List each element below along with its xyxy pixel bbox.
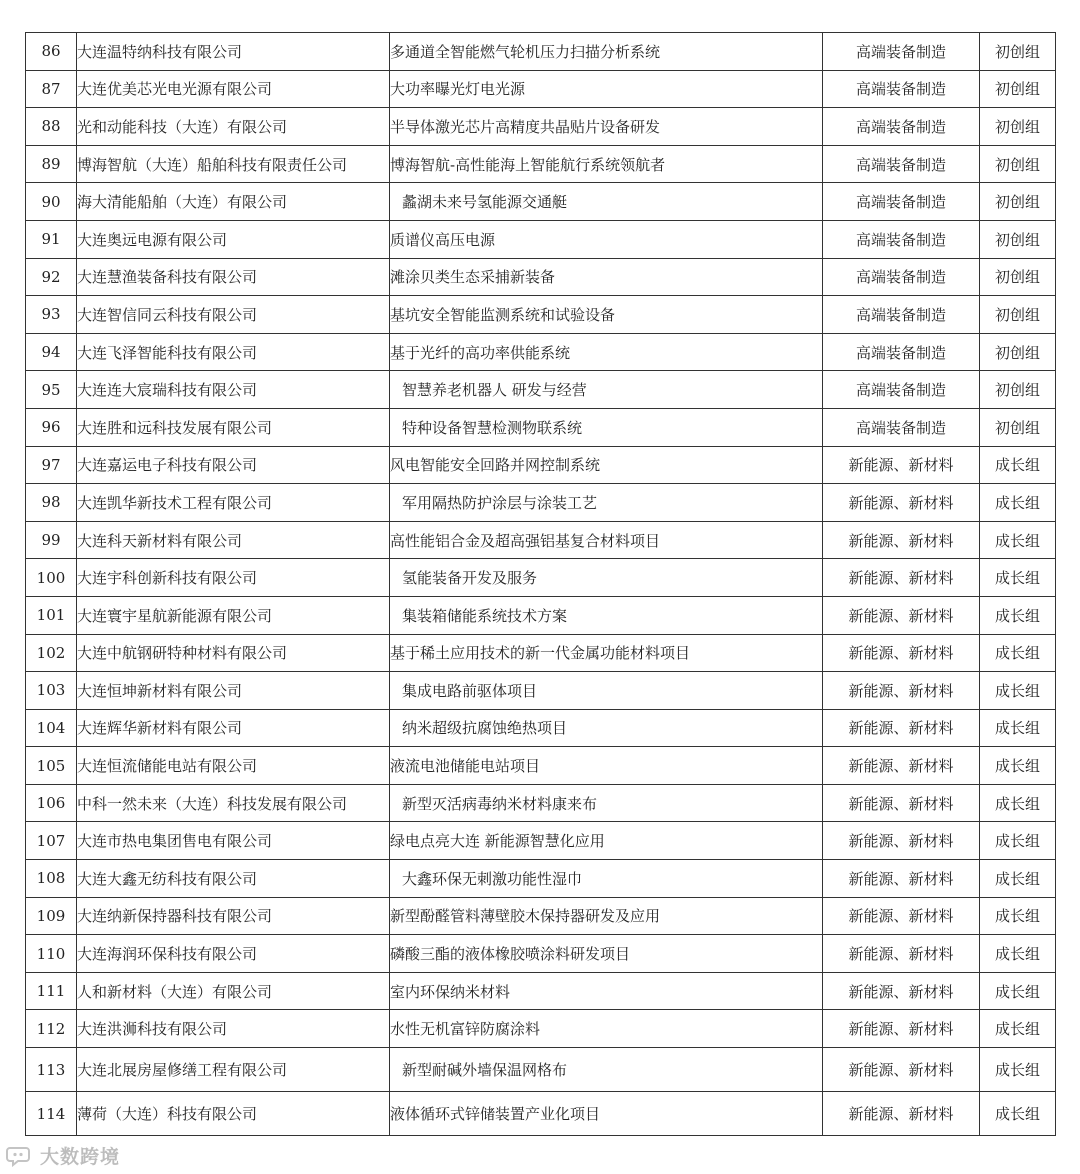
company-name: 大连大鑫无纺科技有限公司	[77, 860, 390, 898]
industry-field: 新能源、新材料	[823, 1010, 980, 1048]
table-row	[26, 559, 1056, 597]
project-name: 蠡湖未来号氢能源交通艇	[390, 183, 823, 221]
company-name: 大连辉华新材料有限公司	[77, 709, 390, 747]
project-name: 室内环保纳米材料	[390, 972, 823, 1010]
row-number: 90	[26, 183, 77, 221]
company-name: 大连凯华新技术工程有限公司	[77, 484, 390, 522]
row-number: 99	[26, 521, 77, 559]
row-number: 107	[26, 822, 77, 860]
group-category: 成长组	[980, 972, 1056, 1010]
company-name: 大连飞泽智能科技有限公司	[77, 333, 390, 371]
row-number: 93	[26, 296, 77, 334]
project-name: 博海智航-高性能海上智能航行系统领航者	[390, 145, 823, 183]
table-row	[26, 709, 1056, 747]
company-name: 大连嘉运电子科技有限公司	[77, 446, 390, 484]
project-name: 绿电点亮大连 新能源智慧化应用	[390, 822, 823, 860]
industry-field: 新能源、新材料	[823, 634, 980, 672]
table-row	[26, 371, 1056, 409]
table-row	[26, 596, 1056, 634]
project-name: 新型灭活病毒纳米材料康来布	[390, 784, 823, 822]
table-row	[26, 860, 1056, 898]
table-row	[26, 822, 1056, 860]
table-row	[26, 935, 1056, 973]
group-category: 成长组	[980, 446, 1056, 484]
table-row	[26, 446, 1056, 484]
group-category: 成长组	[980, 747, 1056, 785]
industry-field: 新能源、新材料	[823, 822, 980, 860]
table-row	[26, 70, 1056, 108]
row-number: 96	[26, 408, 77, 446]
industry-field: 高端装备制造	[823, 408, 980, 446]
industry-field: 新能源、新材料	[823, 935, 980, 973]
group-category: 成长组	[980, 860, 1056, 898]
project-name: 新型酚醛管料薄壁胶木保持器研发及应用	[390, 897, 823, 935]
industry-field: 新能源、新材料	[823, 897, 980, 935]
row-number: 112	[26, 1010, 77, 1048]
industry-field: 新能源、新材料	[823, 596, 980, 634]
table-row	[26, 1048, 1056, 1092]
company-name: 大连慧渔装备科技有限公司	[77, 258, 390, 296]
project-name: 基于稀土应用技术的新一代金属功能材料项目	[390, 634, 823, 672]
group-category: 成长组	[980, 521, 1056, 559]
industry-field: 新能源、新材料	[823, 860, 980, 898]
watermark-text: 大数跨境	[40, 1146, 121, 1168]
company-name: 大连智信同云科技有限公司	[77, 296, 390, 334]
group-category: 成长组	[980, 559, 1056, 597]
group-category: 成长组	[980, 1048, 1056, 1092]
project-name: 高性能铝合金及超高强铝基复合材料项目	[390, 521, 823, 559]
table-row	[26, 258, 1056, 296]
row-number: 108	[26, 860, 77, 898]
row-number: 106	[26, 784, 77, 822]
project-name: 风电智能安全回路并网控制系统	[390, 446, 823, 484]
company-name: 大连寰宇星航新能源有限公司	[77, 596, 390, 634]
industry-field: 新能源、新材料	[823, 1092, 980, 1136]
row-number: 109	[26, 897, 77, 935]
group-category: 成长组	[980, 596, 1056, 634]
project-name: 滩涂贝类生态采捕新装备	[390, 258, 823, 296]
project-name: 新型耐碱外墙保温网格布	[390, 1048, 823, 1092]
industry-field: 新能源、新材料	[823, 972, 980, 1010]
row-number: 97	[26, 446, 77, 484]
company-name: 博海智航（大连）船舶科技有限责任公司	[77, 145, 390, 183]
project-name: 氢能装备开发及服务	[390, 559, 823, 597]
row-number: 114	[26, 1092, 77, 1136]
row-number: 102	[26, 634, 77, 672]
company-name: 大连北展房屋修缮工程有限公司	[77, 1048, 390, 1092]
industry-field: 新能源、新材料	[823, 559, 980, 597]
table-row	[26, 897, 1056, 935]
industry-field: 新能源、新材料	[823, 672, 980, 710]
table-row	[26, 484, 1056, 522]
table-row	[26, 108, 1056, 146]
company-name: 大连中航钢研特种材料有限公司	[77, 634, 390, 672]
row-number: 104	[26, 709, 77, 747]
industry-field: 高端装备制造	[823, 108, 980, 146]
company-name: 中科一然未来（大连）科技发展有限公司	[77, 784, 390, 822]
industry-field: 新能源、新材料	[823, 521, 980, 559]
project-name: 液体循环式锌储装置产业化项目	[390, 1092, 823, 1136]
table-row	[26, 1092, 1056, 1136]
group-category: 成长组	[980, 822, 1056, 860]
table-row	[26, 145, 1056, 183]
company-name: 大连胜和远科技发展有限公司	[77, 408, 390, 446]
group-category: 初创组	[980, 70, 1056, 108]
row-number: 111	[26, 972, 77, 1010]
company-name: 大连恒流储能电站有限公司	[77, 747, 390, 785]
table-row	[26, 1010, 1056, 1048]
table-row	[26, 784, 1056, 822]
table-row	[26, 408, 1056, 446]
group-category: 初创组	[980, 371, 1056, 409]
row-number: 92	[26, 258, 77, 296]
roster-body	[26, 33, 1056, 1136]
row-number: 88	[26, 108, 77, 146]
company-name: 光和动能科技（大连）有限公司	[77, 108, 390, 146]
group-category: 成长组	[980, 897, 1056, 935]
row-number: 94	[26, 333, 77, 371]
company-name: 大连恒坤新材料有限公司	[77, 672, 390, 710]
industry-field: 新能源、新材料	[823, 747, 980, 785]
industry-field: 高端装备制造	[823, 70, 980, 108]
project-name: 液流电池储能电站项目	[390, 747, 823, 785]
project-name: 质谱仪高压电源	[390, 220, 823, 258]
group-category: 初创组	[980, 183, 1056, 221]
company-name: 海大清能船舶（大连）有限公司	[77, 183, 390, 221]
project-name: 军用隔热防护涂层与涂装工艺	[390, 484, 823, 522]
company-name: 大连连大宸瑞科技有限公司	[77, 371, 390, 409]
row-number: 113	[26, 1048, 77, 1092]
project-name: 集装箱储能系统技术方案	[390, 596, 823, 634]
group-category: 初创组	[980, 333, 1056, 371]
group-category: 成长组	[980, 484, 1056, 522]
project-name: 特种设备智慧检测物联系统	[390, 408, 823, 446]
row-number: 110	[26, 935, 77, 973]
row-number: 89	[26, 145, 77, 183]
industry-field: 高端装备制造	[823, 220, 980, 258]
project-name: 基坑安全智能监测系统和试验设备	[390, 296, 823, 334]
company-name: 薄荷（大连）科技有限公司	[77, 1092, 390, 1136]
industry-field: 新能源、新材料	[823, 784, 980, 822]
company-roster-table	[25, 32, 1056, 1136]
industry-field: 新能源、新材料	[823, 1048, 980, 1092]
project-name: 大鑫环保无刺激功能性湿巾	[390, 860, 823, 898]
project-name: 基于光纤的高功率供能系统	[390, 333, 823, 371]
industry-field: 高端装备制造	[823, 33, 980, 71]
group-category: 成长组	[980, 1010, 1056, 1048]
group-category: 初创组	[980, 108, 1056, 146]
project-name: 多通道全智能燃气轮机压力扫描分析系统	[390, 33, 823, 71]
group-category: 成长组	[980, 634, 1056, 672]
project-name: 集成电路前驱体项目	[390, 672, 823, 710]
table-row	[26, 634, 1056, 672]
table-row	[26, 672, 1056, 710]
watermark	[6, 1142, 120, 1169]
chat-bubble-logo-icon	[6, 1145, 34, 1167]
project-name: 智慧养老机器人 研发与经营	[390, 371, 823, 409]
project-name: 水性无机富锌防腐涂料	[390, 1010, 823, 1048]
industry-field: 高端装备制造	[823, 145, 980, 183]
industry-field: 高端装备制造	[823, 333, 980, 371]
row-number: 91	[26, 220, 77, 258]
industry-field: 高端装备制造	[823, 296, 980, 334]
table-row	[26, 747, 1056, 785]
row-number: 98	[26, 484, 77, 522]
company-name: 大连市热电集团售电有限公司	[77, 822, 390, 860]
group-category: 初创组	[980, 220, 1056, 258]
group-category: 初创组	[980, 258, 1056, 296]
project-name: 纳米超级抗腐蚀绝热项目	[390, 709, 823, 747]
row-number: 105	[26, 747, 77, 785]
company-name: 大连温特纳科技有限公司	[77, 33, 390, 71]
company-name: 大连纳新保持器科技有限公司	[77, 897, 390, 935]
company-name: 大连宇科创新科技有限公司	[77, 559, 390, 597]
table-row	[26, 972, 1056, 1010]
industry-field: 高端装备制造	[823, 258, 980, 296]
group-category: 初创组	[980, 296, 1056, 334]
table-row	[26, 220, 1056, 258]
industry-field: 新能源、新材料	[823, 446, 980, 484]
row-number: 101	[26, 596, 77, 634]
project-name: 半导体激光芯片高精度共晶贴片设备研发	[390, 108, 823, 146]
group-category: 初创组	[980, 33, 1056, 71]
row-number: 95	[26, 371, 77, 409]
industry-field: 新能源、新材料	[823, 709, 980, 747]
group-category: 成长组	[980, 1092, 1056, 1136]
table-row	[26, 183, 1056, 221]
group-category: 初创组	[980, 408, 1056, 446]
row-number: 87	[26, 70, 77, 108]
project-name: 大功率曝光灯电光源	[390, 70, 823, 108]
table-row	[26, 333, 1056, 371]
group-category: 成长组	[980, 672, 1056, 710]
industry-field: 高端装备制造	[823, 371, 980, 409]
industry-field: 高端装备制造	[823, 183, 980, 221]
group-category: 成长组	[980, 784, 1056, 822]
company-name: 大连奥远电源有限公司	[77, 220, 390, 258]
company-name: 大连海润环保科技有限公司	[77, 935, 390, 973]
table-row	[26, 521, 1056, 559]
table-row	[26, 33, 1056, 71]
company-name: 大连科天新材料有限公司	[77, 521, 390, 559]
row-number: 100	[26, 559, 77, 597]
group-category: 成长组	[980, 935, 1056, 973]
company-name: 人和新材料（大连）有限公司	[77, 972, 390, 1010]
row-number: 86	[26, 33, 77, 71]
project-name: 磷酸三酯的液体橡胶喷涂料研发项目	[390, 935, 823, 973]
table-row	[26, 296, 1056, 334]
company-name: 大连洪浉科技有限公司	[77, 1010, 390, 1048]
row-number: 103	[26, 672, 77, 710]
group-category: 成长组	[980, 709, 1056, 747]
company-name: 大连优美芯光电光源有限公司	[77, 70, 390, 108]
industry-field: 新能源、新材料	[823, 484, 980, 522]
group-category: 初创组	[980, 145, 1056, 183]
